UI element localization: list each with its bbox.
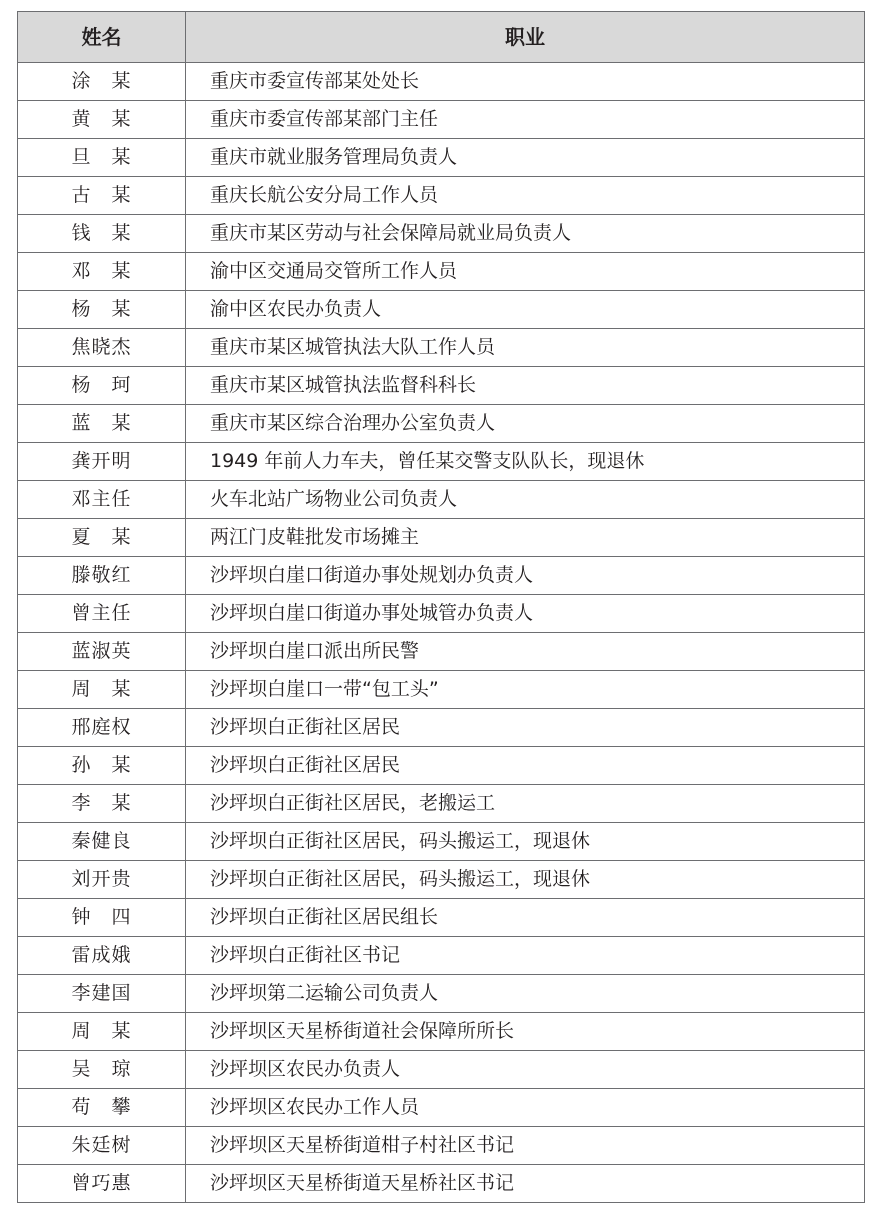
table-row — [18, 139, 865, 177]
name-cell: 焦晓杰 — [18, 329, 186, 367]
table-row — [18, 291, 865, 329]
occupation-cell: 沙坪坝白崖口街道办事处规划办负责人 — [186, 557, 865, 595]
table-row — [18, 671, 865, 709]
name-cell: 邢庭权 — [18, 709, 186, 747]
occupation-cell: 重庆市某区劳动与社会保障局就业局负责人 — [186, 215, 865, 253]
interviewee-table — [17, 11, 865, 1203]
occupation-cell: 沙坪坝白崖口派出所民警 — [186, 633, 865, 671]
name-cell: 李 某 — [18, 785, 186, 823]
table-row — [18, 1165, 865, 1203]
name-cell: 雷成娥 — [18, 937, 186, 975]
table-row — [18, 101, 865, 139]
occupation-cell: 沙坪坝白正街社区居民，码头搬运工，现退休 — [186, 823, 865, 861]
name-cell: 钱 某 — [18, 215, 186, 253]
table-row — [18, 899, 865, 937]
occupation-cell: 两江门皮鞋批发市场摊主 — [186, 519, 865, 557]
table-row — [18, 633, 865, 671]
table-row — [18, 177, 865, 215]
occupation-cell: 重庆市委宣传部某部门主任 — [186, 101, 865, 139]
name-cell: 李建国 — [18, 975, 186, 1013]
table-body — [18, 63, 865, 1203]
table-row — [18, 63, 865, 101]
table-row — [18, 937, 865, 975]
name-cell: 周 某 — [18, 1013, 186, 1051]
table-row — [18, 595, 865, 633]
name-cell: 蓝 某 — [18, 405, 186, 443]
name-cell: 旦 某 — [18, 139, 186, 177]
occupation-cell: 沙坪坝白正街社区书记 — [186, 937, 865, 975]
name-cell: 钟 四 — [18, 899, 186, 937]
name-cell: 龚开明 — [18, 443, 186, 481]
occupation-cell: 重庆市某区城管执法监督科科长 — [186, 367, 865, 405]
occupation-cell: 沙坪坝白崖口一带“包工头” — [186, 671, 865, 709]
name-cell: 秦健良 — [18, 823, 186, 861]
column-header-occupation: 职业 — [186, 12, 865, 63]
table-row — [18, 215, 865, 253]
table-row — [18, 481, 865, 519]
occupation-cell: 1949 年前人力车夫，曾任某交警支队队长，现退休 — [186, 443, 865, 481]
table-row — [18, 367, 865, 405]
name-cell: 曾巧惠 — [18, 1165, 186, 1203]
name-cell: 蓝淑英 — [18, 633, 186, 671]
occupation-cell: 沙坪坝白正街社区居民 — [186, 747, 865, 785]
occupation-cell: 沙坪坝区农民办工作人员 — [186, 1089, 865, 1127]
table-row — [18, 1051, 865, 1089]
name-cell: 苟 攀 — [18, 1089, 186, 1127]
table-row — [18, 709, 865, 747]
table-row — [18, 747, 865, 785]
occupation-cell: 渝中区交通局交管所工作人员 — [186, 253, 865, 291]
column-header-name: 姓名 — [18, 12, 186, 63]
table-row — [18, 785, 865, 823]
name-cell: 滕敬红 — [18, 557, 186, 595]
name-cell: 周 某 — [18, 671, 186, 709]
name-cell: 黄 某 — [18, 101, 186, 139]
occupation-cell: 重庆市某区城管执法大队工作人员 — [186, 329, 865, 367]
occupation-cell: 重庆市某区综合治理办公室负责人 — [186, 405, 865, 443]
table-row — [18, 975, 865, 1013]
table-row — [18, 1127, 865, 1165]
table-row — [18, 443, 865, 481]
name-cell: 涂 某 — [18, 63, 186, 101]
occupation-cell: 沙坪坝白正街社区居民组长 — [186, 899, 865, 937]
interviewee-table-container — [17, 11, 864, 1203]
occupation-cell: 重庆长航公安分局工作人员 — [186, 177, 865, 215]
table-row — [18, 557, 865, 595]
table-row — [18, 1013, 865, 1051]
table-row — [18, 861, 865, 899]
occupation-cell: 重庆市委宣传部某处处长 — [186, 63, 865, 101]
name-cell: 杨 珂 — [18, 367, 186, 405]
name-cell: 邓主任 — [18, 481, 186, 519]
table-row — [18, 1089, 865, 1127]
occupation-cell: 沙坪坝白正街社区居民 — [186, 709, 865, 747]
header-row — [18, 12, 865, 63]
occupation-cell: 火车北站广场物业公司负责人 — [186, 481, 865, 519]
occupation-cell: 沙坪坝区农民办负责人 — [186, 1051, 865, 1089]
name-cell: 曾主任 — [18, 595, 186, 633]
name-cell: 古 某 — [18, 177, 186, 215]
occupation-cell: 沙坪坝白正街社区居民，老搬运工 — [186, 785, 865, 823]
table-row — [18, 823, 865, 861]
occupation-cell: 沙坪坝区天星桥街道社会保障所所长 — [186, 1013, 865, 1051]
name-cell: 夏 某 — [18, 519, 186, 557]
occupation-cell: 沙坪坝白正街社区居民，码头搬运工，现退休 — [186, 861, 865, 899]
table-row — [18, 253, 865, 291]
table-row — [18, 329, 865, 367]
name-cell: 吴 琼 — [18, 1051, 186, 1089]
occupation-cell: 沙坪坝区天星桥街道天星桥社区书记 — [186, 1165, 865, 1203]
table-header — [18, 12, 865, 63]
occupation-cell: 渝中区农民办负责人 — [186, 291, 865, 329]
occupation-cell: 沙坪坝区天星桥街道柑子村社区书记 — [186, 1127, 865, 1165]
name-cell: 刘开贵 — [18, 861, 186, 899]
occupation-cell: 重庆市就业服务管理局负责人 — [186, 139, 865, 177]
name-cell: 邓 某 — [18, 253, 186, 291]
name-cell: 杨 某 — [18, 291, 186, 329]
occupation-cell: 沙坪坝白崖口街道办事处城管办负责人 — [186, 595, 865, 633]
table-row — [18, 405, 865, 443]
occupation-cell: 沙坪坝第二运输公司负责人 — [186, 975, 865, 1013]
name-cell: 孙 某 — [18, 747, 186, 785]
table-row — [18, 519, 865, 557]
name-cell: 朱廷树 — [18, 1127, 186, 1165]
